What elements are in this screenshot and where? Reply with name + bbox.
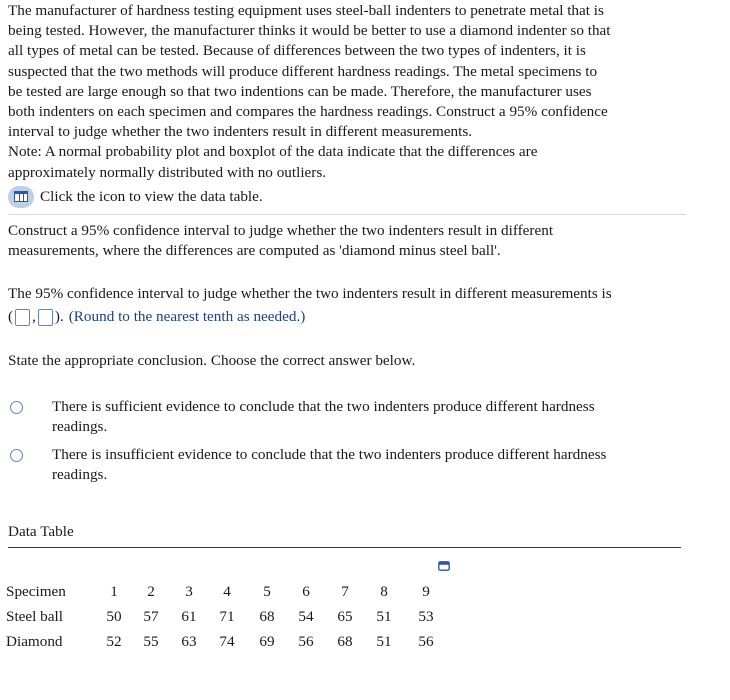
close-paren: ). — [54, 308, 64, 325]
intro-line: being tested. However, the manufacturer thinks it would be better to use a diamond indenter so that — [8, 22, 611, 40]
intro-line: approximately normally distributed with no outliers. — [8, 163, 327, 181]
ci-upper-input[interactable] — [38, 309, 53, 326]
table-cell: 65 — [337, 607, 353, 625]
table-cell: 7 — [341, 582, 349, 600]
option-line: There is sufficient evidence to conclude that the two indenters produce different hardness — [52, 398, 595, 415]
table-cell: 53 — [418, 607, 434, 625]
radio-button[interactable] — [10, 401, 23, 414]
question-line: measurements, where the differences are computed as 'diamond minus steel ball'. — [8, 242, 501, 260]
intro-line: both indenters on each specimen and compares the hardness readings. Construct a 95% confidence — [8, 103, 608, 121]
question-line: Construct a 95% confidence interval to judge whether the two indenters result in different — [8, 222, 554, 239]
section-divider — [8, 214, 686, 215]
table-cell: 61 — [181, 607, 197, 625]
table-row — [6, 604, 448, 629]
data-table-title: Data Table — [8, 523, 74, 540]
row-header: Steel ball — [6, 607, 63, 625]
table-icon[interactable] — [8, 186, 34, 208]
view-data-table-label[interactable]: Click the icon to view the data table. — [40, 188, 263, 205]
table-cell: 51 — [376, 607, 392, 625]
table-cell: 6 — [302, 582, 310, 600]
table-row — [6, 579, 448, 604]
table-cell: 8 — [380, 582, 388, 600]
row-header: Specimen — [6, 582, 66, 600]
table-row — [6, 629, 448, 654]
option-line: There is insufficient evidence to conclude that the two indenters produce different hardness — [52, 446, 607, 463]
table-cell: 50 — [106, 607, 122, 625]
table-cell: 1 — [110, 582, 118, 600]
option-line: readings. — [52, 466, 108, 484]
intro-line: Note: A normal probability plot and boxplot of the data indicate that the differences are — [8, 143, 538, 161]
row-header: Diamond — [6, 632, 63, 650]
table-cell: 55 — [143, 632, 159, 650]
data-table-rule — [8, 547, 681, 548]
view-data-table-link[interactable] — [8, 184, 263, 210]
intro-line: suspected that the two methods will produce different hardness readings. The metal specimens to — [8, 62, 598, 80]
data-table — [6, 579, 448, 654]
table-cell: 71 — [219, 607, 235, 625]
rounding-note: (Round to the nearest tenth as needed.) — [68, 308, 306, 325]
table-cell: 2 — [147, 582, 155, 600]
answer-option-sufficient[interactable] — [8, 397, 688, 437]
table-cell: 63 — [181, 632, 197, 650]
table-cell: 68 — [259, 607, 275, 625]
intro-line: interval to judge whether the two indenters result in different measurements. — [8, 123, 473, 141]
option-line: readings. — [52, 418, 108, 436]
table-cell: 74 — [219, 632, 235, 650]
table-cell: 52 — [106, 632, 122, 650]
table-icon-grid — [14, 191, 28, 202]
conclusion-prompt: State the appropriate conclusion. Choose the correct answer below. — [8, 352, 416, 369]
problem-statement — [8, 1, 698, 183]
open-paren: ( — [8, 308, 14, 325]
table-cell: 57 — [143, 607, 159, 625]
intro-line: The manufacturer of hardness testing equipment uses steel-ball indenters to penetrate metal that is — [8, 2, 604, 19]
intro-line: be tested are large enough so that two indentions can be made. Therefore, the manufacturer uses — [8, 82, 592, 100]
table-cell: 9 — [422, 582, 430, 600]
ci-lower-input[interactable] — [15, 309, 30, 326]
radio-button[interactable] — [10, 449, 23, 462]
ci-prompt: The 95% confidence interval to judge whether the two indenters result in different measurements is — [8, 285, 612, 302]
option-text[interactable] — [52, 397, 682, 437]
option-text[interactable] — [52, 445, 682, 485]
table-cell: 56 — [418, 632, 434, 650]
table-cell: 54 — [298, 607, 314, 625]
table-cell: 69 — [259, 632, 275, 650]
table-cell: 3 — [185, 582, 193, 600]
intro-line: all types of metal can be tested. Because of differences between the two types of indenters, it is — [8, 42, 586, 60]
table-cell: 5 — [263, 582, 271, 600]
table-cell: 56 — [298, 632, 314, 650]
table-cell: 51 — [376, 632, 392, 650]
table-cell: 4 — [223, 582, 231, 600]
table-cell: 68 — [337, 632, 353, 650]
copy-icon[interactable] — [438, 561, 450, 571]
ci-answer-row — [8, 306, 305, 328]
question-part1 — [8, 221, 698, 261]
comma: , — [32, 308, 36, 325]
answer-option-insufficient[interactable] — [8, 445, 688, 485]
